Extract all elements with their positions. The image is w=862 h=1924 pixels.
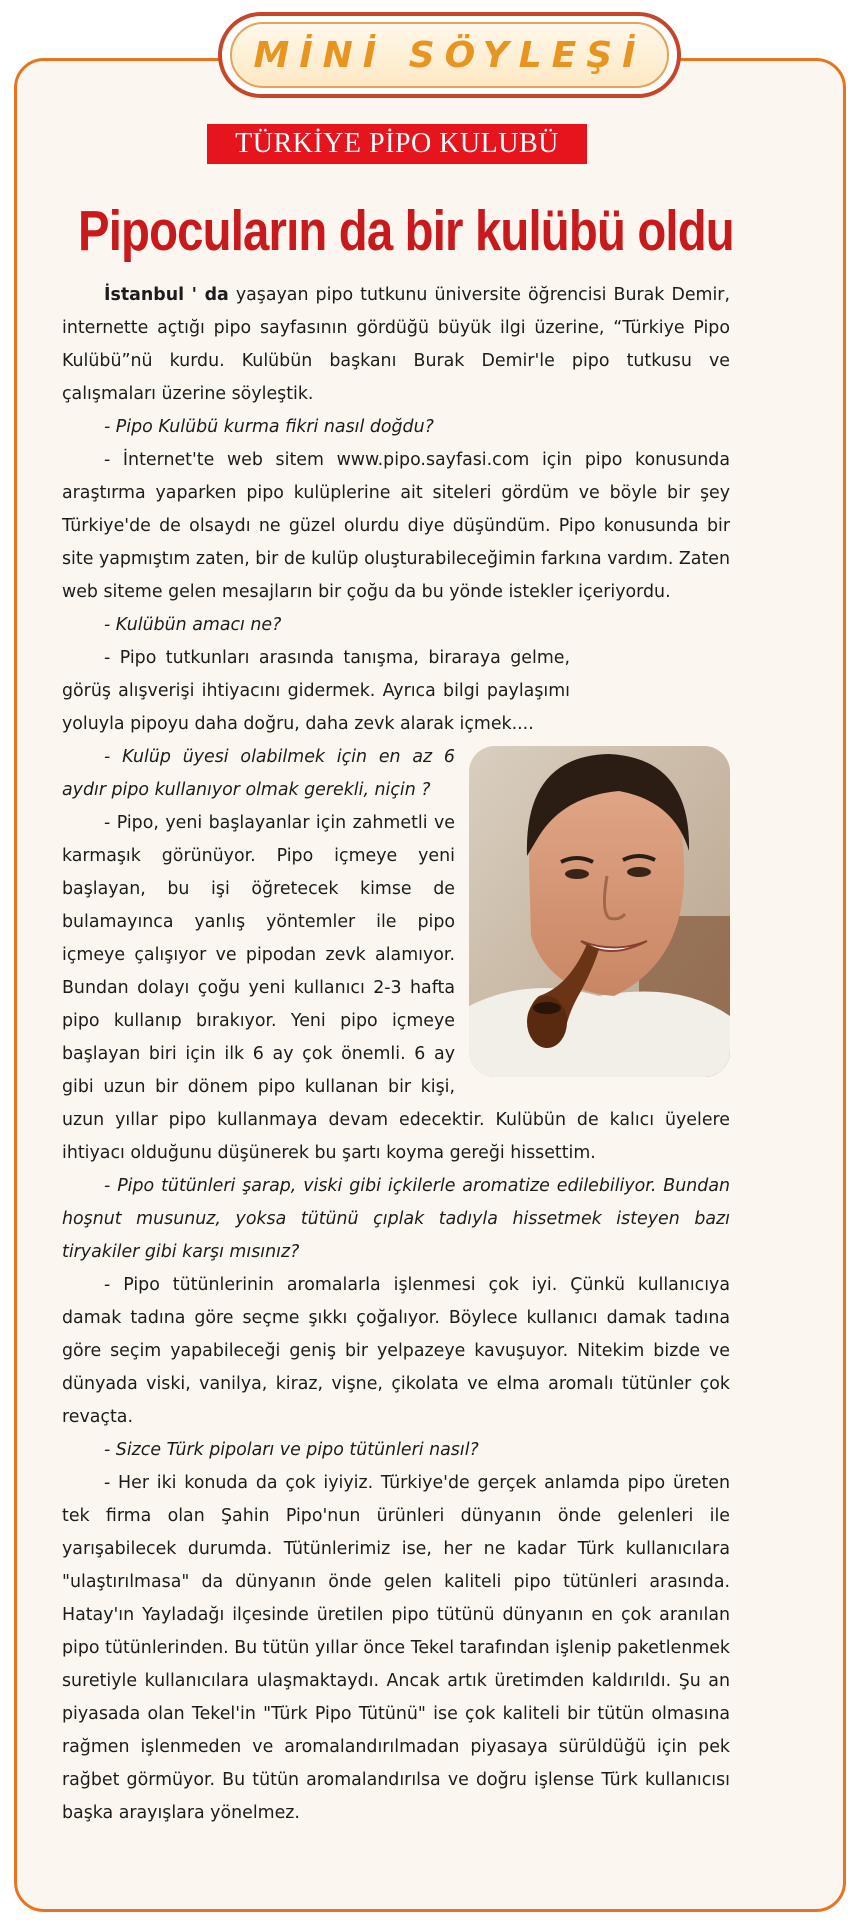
answer-5: - Her iki konuda da çok iyiyiz. Türkiye'de gerçek anlamda pipo üreten tek firma olan Şahin Pipo'nun ürünleri dünyanın önde gelenleri ile yarışabilecek durumda. Tütünlerimiz ise, her ne kadar Türk kullanıcılara "ulaştırılmasa" da dünyanın önde gelen kaliteli pipo tütünleri arasında. Hatay'ın Yayladağı ilçesinde üretilen pipo tütünü dünyanın en çok aranılan pipo tütünlerinden. Bu tütün yıllar önce Tekel tarafından işlenip paketlenmek suretiyle kullanıcılara ulaşmaktaydı. Ancak artık üretimden kaldırıldı. Şu an piyasada olan Tekel'in "Türk Pipo Tütünü" ise çok kaliteli bir tütün olmasına rağmen işlenmeden ve aromalandırılmadan piyasaya sürüldüğü için pek rağbet görmüyor. Bu tütün aromalandırılsa ve doğru işlense Türk kullanıcısı başka arayışlara yönelmez. [62,1473,730,1823]
answer-3: - Pipo, yeni başlayanlar için zahmetli ve karmaşık görünüyor. Pipo içmeye yeni başlayan, bu işi öğretecek kimse de bulamayınca yanlış yöntemler ile pipo içmeye çalışıyor ve pipodan zevk alamıyor. Bundan dolayı çoğu yeni kullanıcı 2-3 hafta pipo kullanıp bırakıyor. Yeni pipo içmeye başlayan biri için ilk 6 ay çok önemli. 6 ay gibi uzun bir dönem pipo kullanan bir kişi, uzun yıllar pipo kullanmaya devam edecektir. Kulübün de kalıcı üyelere ihtiyacı olduğunu düşünerek bu şartı koyma gereği hissettim. [62,813,730,1163]
question-1: - Pipo Kulübü kurma fikri nasıl doğdu? [104,417,434,437]
headline: Pipocuların da bir kulübü oldu [78,199,734,263]
intro-paragraph [62,279,730,411]
kicker-label: TÜRKİYE PİPO KULUBÜ [207,124,587,164]
answer-4: - Pipo tütünlerinin aromalarla işlenmesi çok iyi. Çünkü kullanıcıya damak tadına göre seçme şıkkı çoğalıyor. Böylece kullanıcı damak tadına göre seçim yapabileceği geniş bir yelpazeye kavuşuyor. Nitekim bizde ve dünyada viski, vanilya, kiraz, vişne, çikolata ve elma aromalı tütünler çok revaçta. [62,1275,730,1427]
question-4: - Pipo tütünleri şarap, viski gibi içkilerle aromatize edilebiliyor. Bundan hoşnut musunuz, yoksa tütünü çıplak tadıyla hissetmek isteyen bazı tiryakiler gibi karşı mısınız? [62,1176,730,1262]
intro-lead: İstanbul ' da [104,285,229,305]
answer-2: - Pipo tutkunları arasında tanışma, biraraya gelme, görüş alışverişi ihtiyacını gidermek. Ayrıca bilgi paylaşımı yoluyla pipoyu daha doğru, daha zevk alarak içmek.... [62,648,570,734]
question-5: - Sizce Türk pipoları ve pipo tütünleri nasıl? [104,1440,479,1460]
intro-text: yaşayan pipo tutkunu üniversite öğrencisi Burak Demir, internette açtığı pipo sayfasının gördüğü büyük ilgi üzerine, “Türkiye Pipo Kulübü”nü kurdu. Kulübün başkanı Burak Demir'le pipo tutkusu ve çalışmaları üzerine söyleştik. [62,285,730,404]
section-title: MİNİ SÖYLEŞİ [253,34,646,76]
section-tab [218,12,681,98]
question-3: - Kulüp üyesi olabilmek için en az 6 aydır pipo kullanıyor olmak gerekli, niçin ? [62,747,455,800]
answer-1: - İnternet'te web sitem www.pipo.sayfasi.com için pipo konusunda araştırma yaparken pipo kulüplerine ait siteleri gördüm ve böyle bir şey Türkiye'de de olsaydı ne güzel olurdu diye düşündüm. Pipo konusunda bir site yapmıştım zaten, bir de kulüp oluşturabileceğimin farkına vardım. Zaten web siteme gelen mesajların bir çoğu da bu yönde istekler içeriyordu. [62,450,730,602]
question-2: - Kulübün amacı ne? [104,615,282,635]
portrait-photo [469,746,730,1077]
article-body [62,279,730,1830]
